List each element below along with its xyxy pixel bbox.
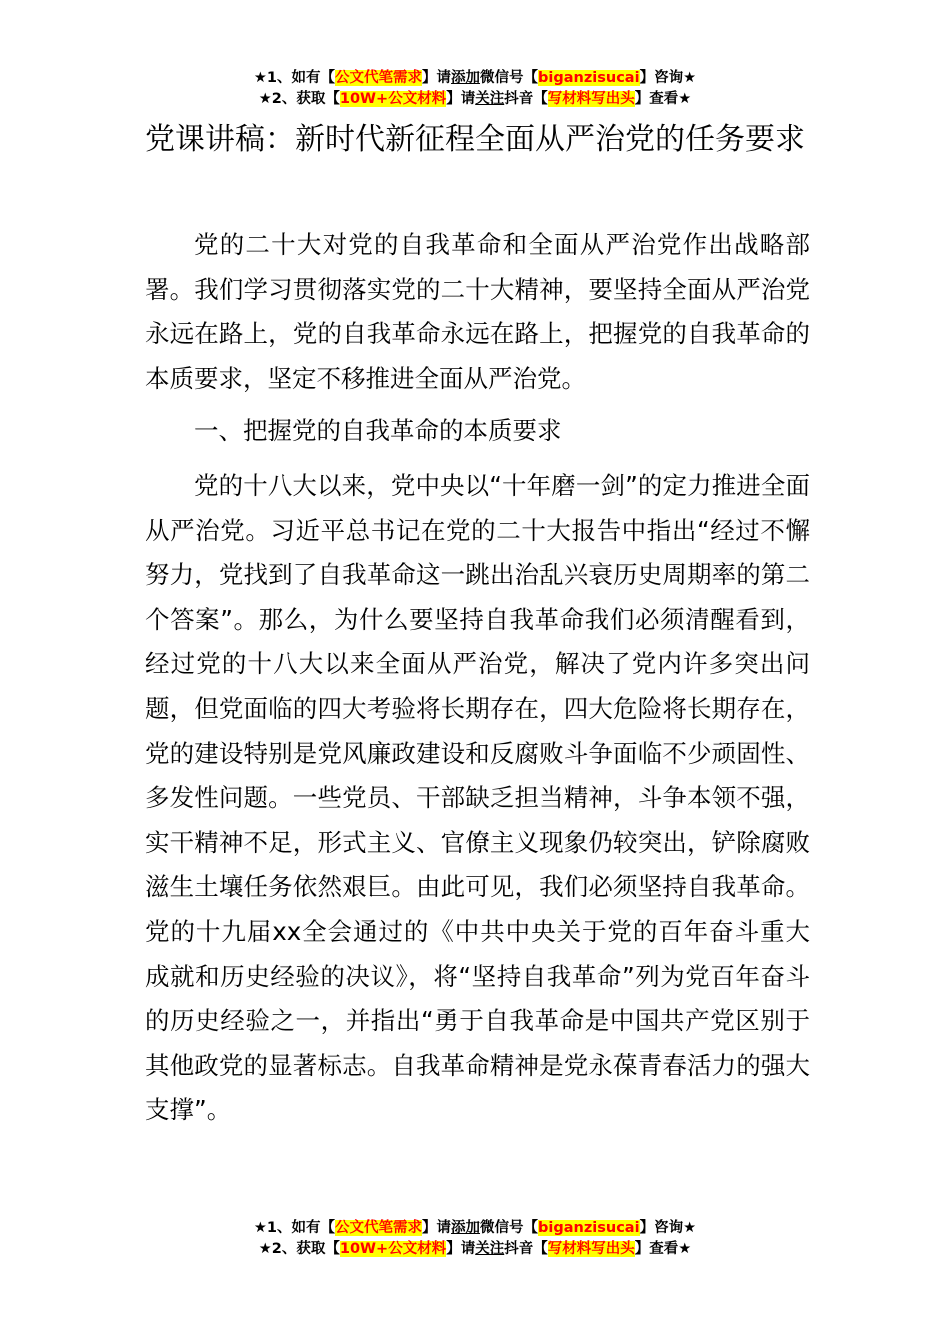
promo-line-1 [0,68,950,89]
star-icon: ★ [683,70,697,86]
star-icon: ★ [253,1220,267,1236]
promo-text: 】请 [422,70,452,86]
highlight-service: 公文代笔需求 [335,70,423,86]
highlight-douyin-account: 写材料写出头 [547,91,635,107]
highlight-wechat-id: biganzisucai [538,1220,640,1236]
promo-text: 】咨询 [639,70,684,86]
highlight-materials: 10W+公文材料 [339,1241,447,1257]
highlight-douyin-account: 写材料写出头 [547,1241,635,1257]
document-title: 党课讲稿：新时代新征程全面从严治党的任务要求 [145,122,805,157]
promo-line-2 [0,1239,950,1260]
highlight-wechat-id: biganzisucai [538,70,640,86]
highlight-materials: 10W+公文材料 [339,91,447,107]
promo-text: 抖音【 [504,1241,548,1257]
star-icon: ★ [253,70,267,86]
promo-text: 】请 [446,1241,476,1257]
star-icon: ★ [258,91,272,107]
promo-text: 】请 [446,91,476,107]
promo-text: 1、如有【 [266,1220,336,1236]
promo-text: 】查看 [634,1241,679,1257]
promo-text: 微信号【 [480,1220,539,1236]
promo-text: 】查看 [634,91,679,107]
promo-banner-bottom [0,1218,950,1260]
document-body [145,223,810,1141]
promo-text: 】咨询 [639,1220,684,1236]
promo-text: 抖音【 [504,91,548,107]
underlined-text: 关注 [475,1241,505,1257]
underlined-text: 添加 [451,1220,481,1236]
star-icon: ★ [683,1220,697,1236]
promo-banner-top [0,68,950,110]
underlined-text: 添加 [451,70,481,86]
star-icon: ★ [258,1241,272,1257]
body-paragraph: 党的十八大以来，党中央以“十年磨一剑”的定力推进全面从严治党。习近平总书记在党的二十大报告中指出“经过不懈努力，党找到了自我革命这一跳出治乱兴衰历史周期率的第二个答案”。那么，为什么要坚持自我革命我们必须清醒看到，经过党的十八大以来全面从严治党，解决了党内许多突出问题，但党面临的四大考验将长期存在，四大危险将长期存在，党的建设特别是党风廉政建设和反腐败斗争面临不少顽固性、多发性问题。一些党员、干部缺乏担当精神，斗争本领不强，实干精神不足，形式主义、官僚主义现象仍较突出，铲除腐败滋生土壤任务依然艰巨。由此可见，我们必须坚持自我革命。党的十九届xx全会通过的《中共中央关于党的百年奋斗重大成就和历史经验的决议》，将“坚持自我革命”列为党百年奋斗的历史经验之一，并指出“勇于自我革命是中国共产党区别于其他政党的显著标志。自我革命精神是党永葆青春活力的强大支撑”。 [145,470,810,1125]
section-heading: 一、把握党的自我革命的本质要求 [194,416,562,446]
star-icon: ★ [678,1241,692,1257]
highlight-service: 公文代笔需求 [335,1220,423,1236]
promo-text: 】请 [422,1220,452,1236]
promo-text: 1、如有【 [266,70,336,86]
intro-paragraph: 党的二十大对党的自我革命和全面从严治党作出战略部署。我们学习贯彻落实党的二十大精神，要坚持全面从严治党永远在路上，党的自我革命永远在路上，把握党的自我革命的本质要求，坚定不移推进全面从严治党。 [145,230,810,393]
promo-line-2 [0,89,950,110]
promo-text: 2、获取【 [271,91,340,107]
star-icon: ★ [678,91,692,107]
promo-text: 微信号【 [480,70,539,86]
underlined-text: 关注 [475,91,505,107]
promo-text: 2、获取【 [271,1241,340,1257]
promo-line-1 [0,1218,950,1239]
